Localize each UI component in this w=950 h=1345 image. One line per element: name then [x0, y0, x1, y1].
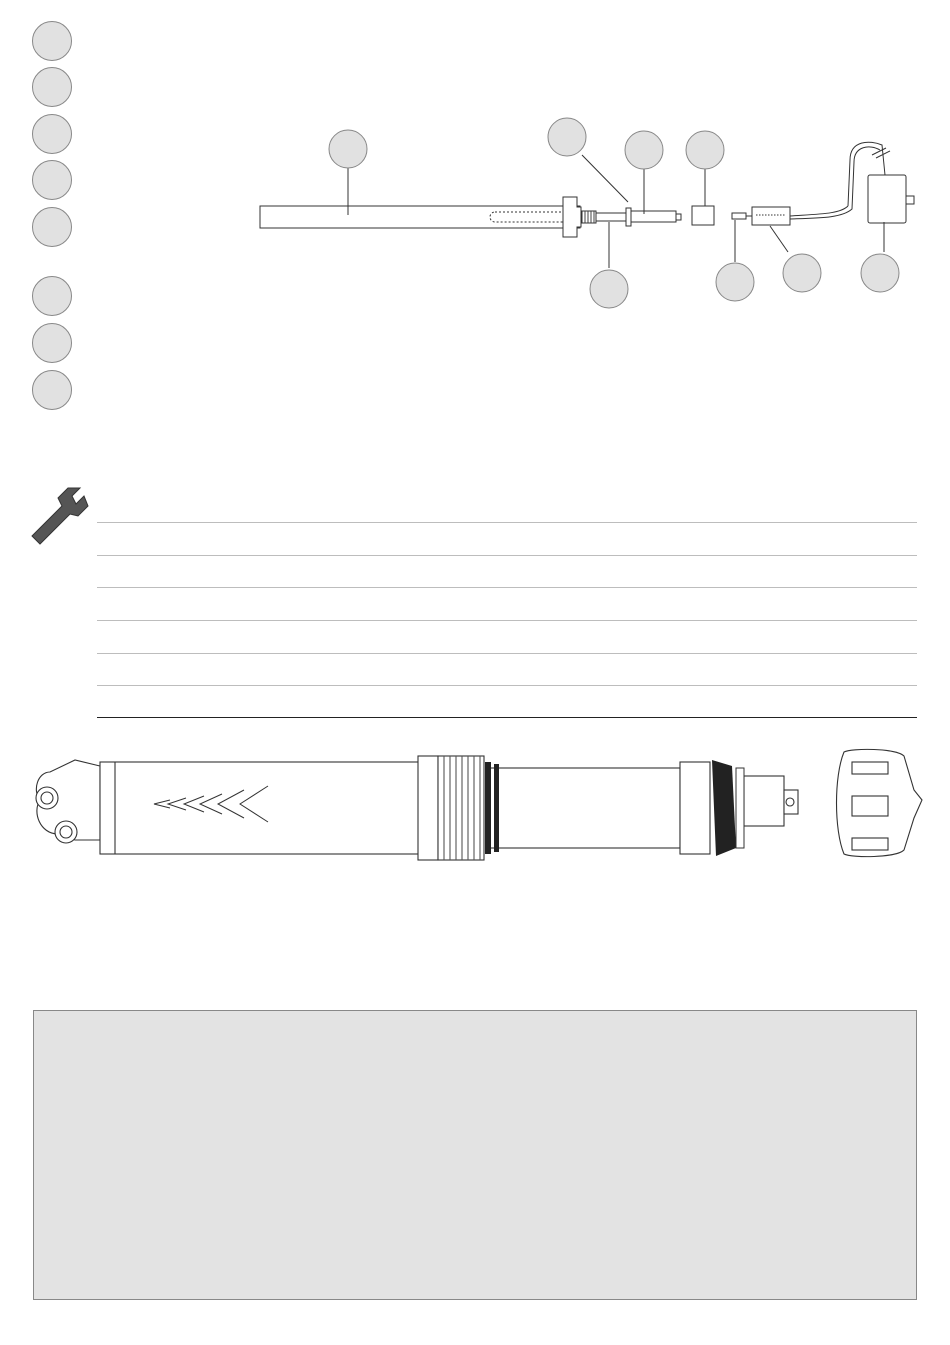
lamp-ring	[626, 208, 631, 226]
oring-seal-2	[494, 764, 499, 852]
legend-marker-8	[32, 370, 72, 410]
table-rule-6	[97, 685, 917, 686]
callout-adapter	[861, 254, 899, 292]
callout-lamp	[625, 131, 663, 169]
table-rule-2	[97, 555, 917, 556]
lamp-pin	[676, 214, 681, 220]
table-rule-5	[97, 653, 917, 654]
housing-body	[100, 762, 430, 854]
end-cap	[837, 749, 923, 856]
lamp-plug	[732, 213, 746, 219]
legend-marker-3	[32, 114, 72, 154]
lamp-end	[631, 211, 676, 222]
table-rule-4	[97, 620, 917, 621]
wrench-icon	[26, 484, 96, 550]
sleeve-tube	[260, 206, 580, 228]
notice-box	[33, 1010, 917, 1300]
ballast	[752, 207, 790, 225]
connector-cap	[692, 206, 714, 225]
table-rule-3	[97, 587, 917, 588]
oring-seal-1	[485, 762, 491, 854]
lamp-body	[596, 213, 626, 221]
legend-marker-7	[32, 323, 72, 363]
legend-marker-2	[32, 67, 72, 107]
legend-marker-6	[32, 276, 72, 316]
parts-diagram	[250, 110, 930, 320]
callout-oring	[548, 118, 586, 156]
table-rule-1	[97, 522, 917, 523]
legend-marker-1	[32, 21, 72, 61]
callout-plug	[716, 263, 754, 301]
housing-tube	[490, 768, 680, 848]
legend-marker-5	[32, 207, 72, 247]
legend-marker-4	[32, 160, 72, 200]
table-rule-7	[97, 717, 917, 718]
flange-nut	[563, 197, 581, 237]
callout-ballast	[783, 254, 821, 292]
power-adapter	[868, 175, 906, 223]
gasket	[712, 760, 736, 856]
filter-housing-diagram	[28, 740, 928, 880]
callout-sleeve	[329, 130, 367, 168]
callout-collar	[590, 270, 628, 308]
callout-cap	[686, 131, 724, 169]
housing-thread	[438, 756, 484, 860]
